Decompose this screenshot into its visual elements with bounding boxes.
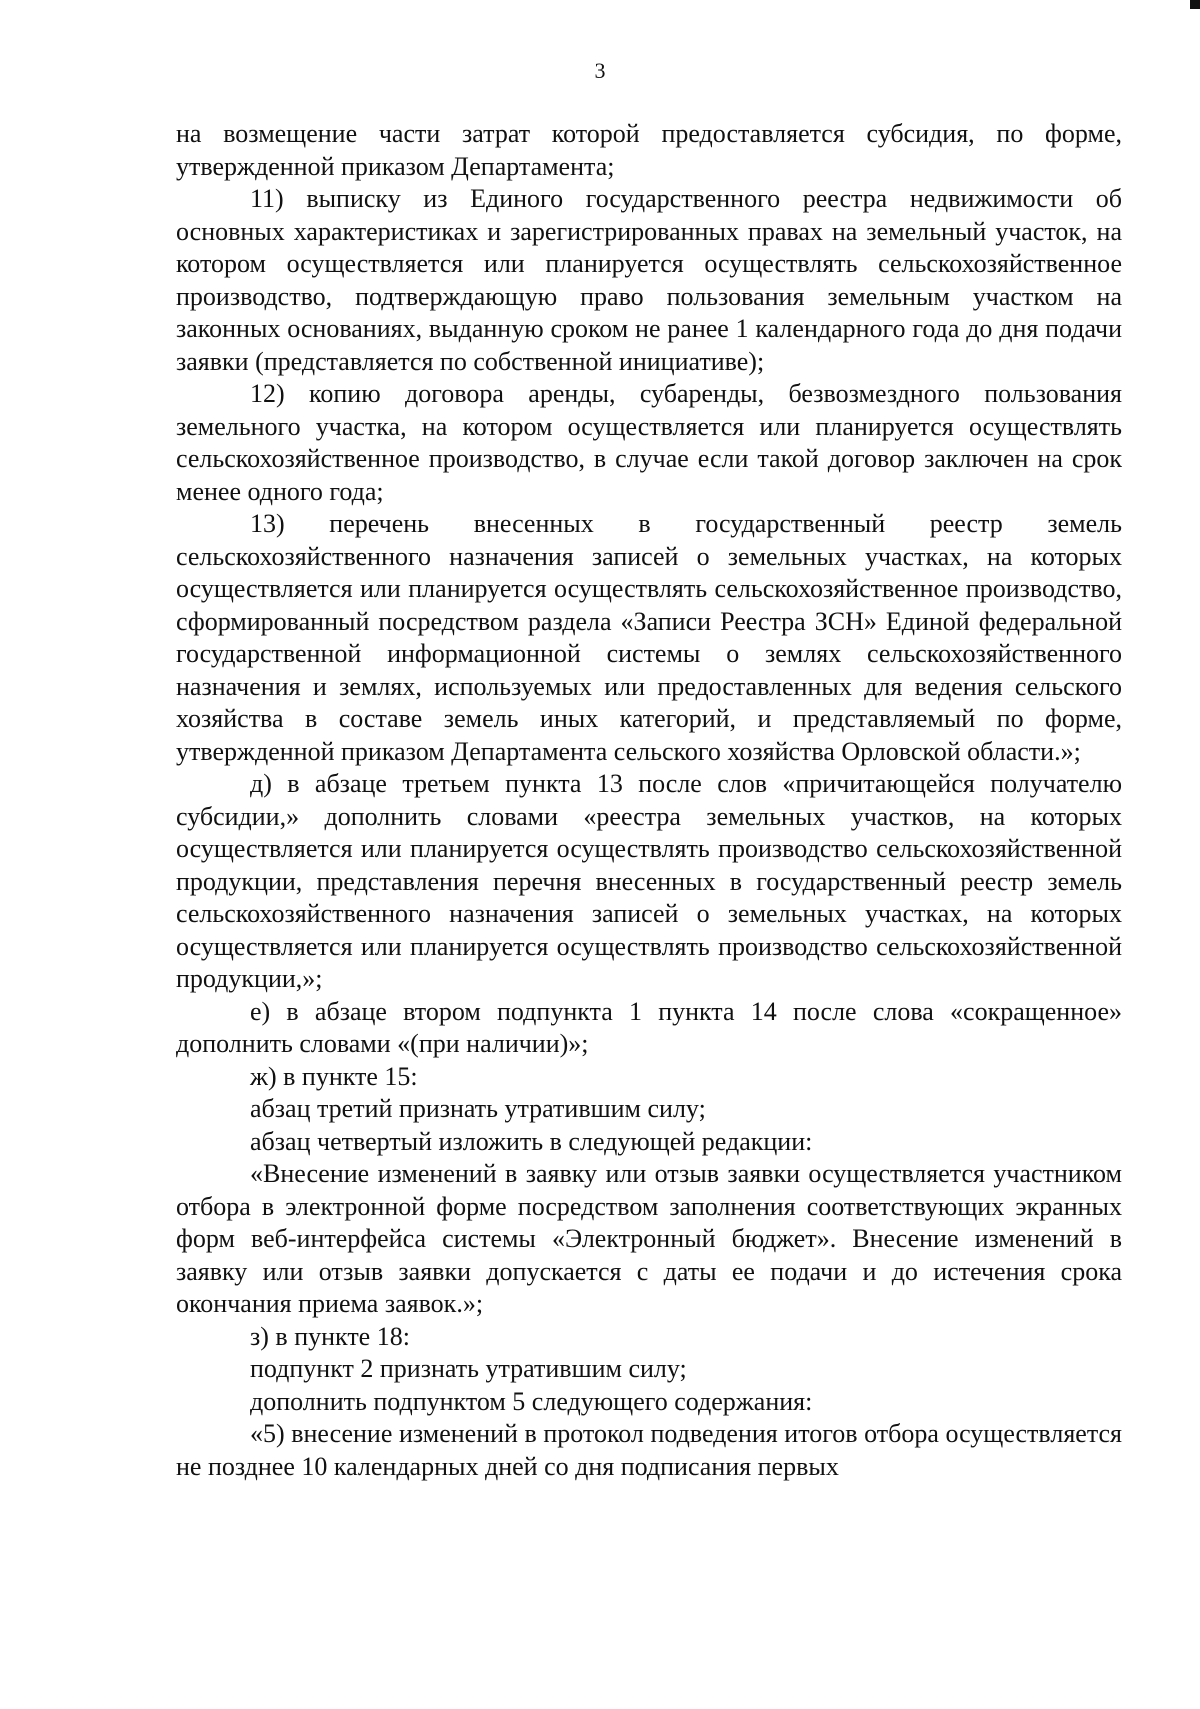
paragraph-item-d: д) в абзаце третьем пункта 13 после слов «причитающейся получателю субсидии,» дополнить словами «реестра земельных участков, на которых осуществляется или планируется осуществлять производство сельскохозяйственной продукции, представления перечня внесенных в государственный реестр земель сельскохозяйственного назначения записей о земельных участках, на которых осуществляется или планируется осуществлять производство сельскохозяйственной продукции,»; — [176, 769, 1122, 993]
paragraph: дополнить подпунктом 5 следующего содержания: — [250, 1386, 813, 1416]
paragraph-quote-5: «5) внесение изменений в протокол подведения итогов отбора осуществляется не позднее 10 календарных дней со дня подписания первых — [176, 1419, 1122, 1481]
scan-corner-mark — [1190, 0, 1200, 9]
paragraph: абзац третий признать утратившим силу; — [250, 1094, 706, 1123]
paragraph-item-13: 13) перечень внесенных в государственный реестр земель сельскохозяйственного назначения записей о земельных участках, на которых осуществляется или планируется осуществлять сельскохозяйственное производство, сформированный посредством раздела «Записи Реестра ЗСН» Единой федеральной государственной информационной системы о землях сельскохозяйственного назначения и землях, используемых или предоставленных для ведения сельского хозяйства в составе земель иных категорий, и представляемый по форме, утвержденной приказом Департамента сельского хозяйства Орловской области.»; — [176, 509, 1122, 766]
paragraph-item-e: е) в абзаце втором подпункта 1 пункта 14 после слова «сокращенное» дополнить словами «(при наличии)»; — [176, 996, 1122, 1058]
paragraph-item-zh: ж) в пункте 15: — [250, 1061, 418, 1091]
paragraph: абзац четвертый изложить в следующей редакции: — [250, 1126, 813, 1156]
paragraph: подпункт 2 признать утратившим силу; — [250, 1354, 687, 1383]
paragraph-quote: «Внесение изменений в заявку или отзыв заявки осуществляется участником отбора в электронной форме посредством заполнения соответствующих экранных форм веб-интерфейса системы «Электронный бюджет». Внесение изменений в заявку или отзыв заявки допускается с даты ее подачи и до истечения срока окончания приема заявок.»; — [176, 1159, 1122, 1318]
paragraph-item-z: з) в пункте 18: — [250, 1321, 410, 1351]
paragraph-item-11: 11) выписку из Единого государственного реестра недвижимости об основных характеристиках и зарегистрированных правах на земельный участок, на котором осуществляется или планируется осуществлять сельскохозяйственное производство, подтверждающую право пользования земельным участком на законных основаниях, выданную сроком не ранее 1 календарного года до дня подачи заявки (представляется по собственной инициативе); — [176, 184, 1122, 376]
paragraph-item-12: 12) копию договора аренды, субаренды, безвозмездного пользования земельного участка, на котором осуществляется или планируется осуществлять сельскохозяйственное производство, в случае если такой договор заключен на срок менее одного года; — [176, 379, 1122, 506]
document-body — [176, 118, 1122, 1483]
page-number: 3 — [594, 58, 606, 83]
paragraph: на возмещение части затрат которой предоставляется субсидия, по форме, утвержденной приказом Департамента; — [176, 119, 1122, 181]
